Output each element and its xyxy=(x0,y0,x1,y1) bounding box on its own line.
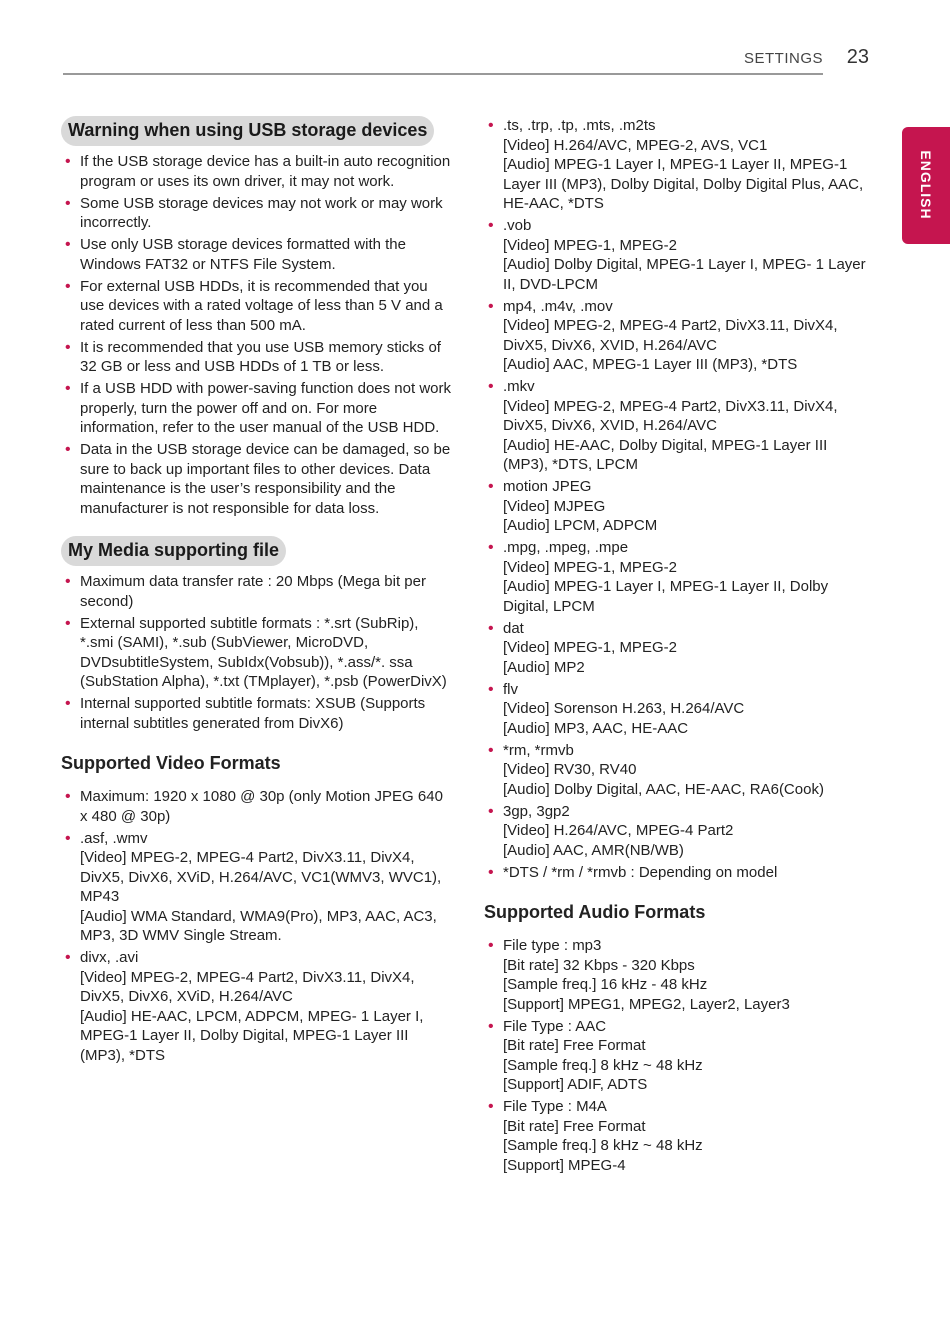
bullet-icon: • xyxy=(488,378,494,395)
bullet-icon: • xyxy=(488,937,494,954)
list-item-text: dat [Video] MPEG-1, MPEG-2 [Audio] MP2 xyxy=(503,619,677,676)
bullet-icon: • xyxy=(488,680,494,698)
list-item-text: External supported subtitle formats : *.srt (SubRip), *.smi (SAMI), *.sub (SubViewer, MicroDVD, DVDsubtitleSystem, SubIdx(Vobsub)), *.ass/*. ssa (SubStation Alpha), *.txt (TMplayer), *.psb (PowerDivX) xyxy=(80,614,447,690)
my-media-title: My Media supporting file xyxy=(61,536,286,566)
bullet-icon: • xyxy=(488,1017,494,1035)
usb-warning-section xyxy=(61,116,451,518)
list-item xyxy=(61,338,451,377)
list-item xyxy=(61,614,451,692)
list-item xyxy=(484,1097,869,1175)
my-media-list xyxy=(61,572,451,733)
list-item xyxy=(61,152,451,191)
bullet-icon: • xyxy=(488,217,494,234)
list-item xyxy=(484,619,869,678)
list-item xyxy=(484,538,869,616)
bullet-icon: • xyxy=(65,277,71,295)
list-item xyxy=(484,802,869,861)
bullet-icon: • xyxy=(65,949,71,966)
bullet-icon: • xyxy=(488,478,494,495)
my-media-section xyxy=(61,536,451,733)
list-item-text: File type : mp3 [Bit rate] 32 Kbps - 320 Kbps [Sample freq.] 16 kHz - 48 kHz [Support] MPEG1, MPEG2, Layer2, Layer3 xyxy=(503,937,790,1013)
list-item xyxy=(61,235,451,274)
list-item-text: .vob [Video] MPEG-1, MPEG-2 [Audio] Dolby Digital, MPEG-1 Layer I, MPEG- 1 Layer II, DVD-LPCM xyxy=(503,217,866,293)
list-item-text: 3gp, 3gp2 [Video] H.264/AVC, MPEG-4 Part2 [Audio] AAC, AMR(NB/WB) xyxy=(503,802,734,859)
list-item-text: .mpg, .mpeg, .mpe [Video] MPEG-1, MPEG-2 [Audio] MPEG-1 Layer I, MPEG-1 Layer II, Dolby Digital, LPCM xyxy=(503,539,829,615)
list-item-text: *DTS / *rm / *rmvb : Depending on model xyxy=(503,863,778,881)
list-item-text: .asf, .wmv [Video] MPEG-2, MPEG-4 Part2, DivX3.11, DivX4, DivX5, DivX6, XViD, H.264/AVC, VC1(WMV3, WVC1), MP43 [Audio] WMA Standard, WMA9(Pro), MP3, AAC, AC3, MP3, 3D WMV Single Stream. xyxy=(80,829,442,944)
list-item-text: Use only USB storage devices formatted with the Windows FAT32 or NTFS File System. xyxy=(80,236,406,273)
audio-formats-title: Supported Audio Formats xyxy=(484,902,706,922)
list-item xyxy=(484,116,869,214)
bullet-icon: • xyxy=(488,297,494,315)
left-column xyxy=(61,116,451,1068)
list-item xyxy=(484,936,869,1014)
bullet-icon: • xyxy=(65,441,71,458)
bullet-icon: • xyxy=(65,788,71,805)
video-formats-list-left xyxy=(61,787,451,1065)
list-item-text: File Type : M4A [Bit rate] Free Format [Sample freq.] 8 kHz ~ 48 kHz [Support] MPEG-4 xyxy=(503,1098,703,1174)
bullet-icon: • xyxy=(488,741,494,759)
list-item-text: Maximum: 1920 x 1080 @ 30p (only Motion JPEG 640 x 480 @ 30p) xyxy=(80,788,443,825)
list-item-text: mp4, .m4v, .mov [Video] MPEG-2, MPEG-4 Part2, DivX3.11, DivX4, DivX5, DivX6, XVID, H.264/AVC [Audio] AAC, MPEG-1 Layer III (MP3), *DTS xyxy=(503,297,838,373)
list-item-text: Some USB storage devices may not work or may work incorrectly. xyxy=(80,194,443,231)
usb-warning-title: Warning when using USB storage devices xyxy=(61,116,434,146)
bullet-icon: • xyxy=(65,338,71,356)
bullet-icon: • xyxy=(488,117,494,134)
language-tab-label: ENGLISH xyxy=(918,150,934,220)
list-item-text: .mkv [Video] MPEG-2, MPEG-4 Part2, DivX3.11, DivX4, DivX5, DivX6, XVID, H.264/AVC [Audio] HE-AAC, Dolby Digital, MPEG-1 Layer III (MP3), *DTS, LPCM xyxy=(503,378,838,473)
list-item xyxy=(484,741,869,800)
bullet-icon: • xyxy=(65,380,71,397)
bullet-icon: • xyxy=(488,802,494,820)
list-item-text: motion JPEG [Video] MJPEG [Audio] LPCM, ADPCM xyxy=(503,478,658,534)
bullet-icon: • xyxy=(65,236,71,253)
list-item-text: divx, .avi [Video] MPEG-2, MPEG-4 Part2, DivX3.11, DivX4, DivX5, DivX6, XViD, H.264/AVC [Audio] HE-AAC, LPCM, ADPCM, MPEG- 1 Layer I, MPEG-1 Layer II, Dolby Digital, MPEG-1 Layer III (MP3), *DTS xyxy=(80,949,424,1064)
bullet-icon: • xyxy=(65,194,71,212)
list-item xyxy=(484,1017,869,1095)
list-item-text: Data in the USB storage device can be damaged, so be sure to back up important files to other devices. Data maintenance is the user’s responsibility and the manufacturer is not responsible for data loss. xyxy=(80,441,451,517)
list-item-text: It is recommended that you use USB memory sticks of 32 GB or less and USB HDDs of 1 TB or less. xyxy=(80,338,441,375)
bullet-icon: • xyxy=(488,539,494,556)
list-item xyxy=(484,297,869,375)
list-item-text: flv [Video] Sorenson H.263, H.264/AVC [Audio] MP3, AAC, HE-AAC xyxy=(503,680,745,737)
page-number: 23 xyxy=(846,46,869,68)
bullet-icon: • xyxy=(65,153,71,170)
usb-warning-list xyxy=(61,152,451,518)
audio-formats-section xyxy=(484,902,869,1175)
list-item-text: Internal supported subtitle formats: XSUB (Supports internal subtitles generated from DivX6) xyxy=(80,695,426,732)
bullet-icon: • xyxy=(488,863,494,881)
list-item xyxy=(61,379,451,438)
bullet-icon: • xyxy=(65,829,71,847)
list-item-text: For external USB HDDs, it is recommended that you use devices with a rated voltage of less than 5 V and a rated current of less than 500 mA. xyxy=(80,277,443,334)
video-formats-section xyxy=(61,753,451,1065)
list-item-text: Maximum data transfer rate : 20 Mbps (Mega bit per second) xyxy=(80,573,426,610)
bullet-icon: • xyxy=(65,695,71,712)
right-column xyxy=(484,116,869,1178)
list-item xyxy=(61,194,451,233)
bullet-icon: • xyxy=(65,614,71,632)
list-item-text: .ts, .trp, .tp, .mts, .m2ts [Video] H.264/AVC, MPEG-2, AVS, VC1 [Audio] MPEG-1 Layer I, MPEG-1 Layer II, MPEG-1 Layer III (MP3), Dolby Digital, Dolby Digital Plus, AAC, HE-AAC, *DTS xyxy=(503,117,864,212)
list-item xyxy=(484,377,869,475)
list-item xyxy=(61,277,451,336)
language-tab xyxy=(902,127,950,244)
bullet-icon: • xyxy=(488,619,494,637)
bullet-icon: • xyxy=(65,573,71,590)
list-item-text: If a USB HDD with power-saving function does not work properly, turn the power off and on. For more information, refer to the user manual of the USB HDD. xyxy=(80,380,451,436)
list-item xyxy=(484,216,869,294)
header-divider xyxy=(63,73,823,75)
list-item xyxy=(61,694,451,733)
list-item xyxy=(61,572,451,611)
video-formats-title: Supported Video Formats xyxy=(61,753,281,773)
list-item-text: If the USB storage device has a built-in auto recognition program or uses its own driver, it may not work. xyxy=(80,153,451,190)
list-item xyxy=(61,829,451,946)
list-item xyxy=(484,680,869,739)
list-item xyxy=(61,948,451,1065)
audio-formats-list xyxy=(484,936,869,1175)
list-item-text: File Type : AAC [Bit rate] Free Format [Sample freq.] 8 kHz ~ 48 kHz [Support] ADIF, ADTS xyxy=(503,1017,703,1093)
list-item xyxy=(484,863,869,883)
list-item xyxy=(484,477,869,536)
bullet-icon: • xyxy=(488,1098,494,1115)
list-item xyxy=(61,440,451,518)
header-section-title: SETTINGS xyxy=(743,50,823,67)
list-item xyxy=(61,787,451,826)
video-formats-list-right xyxy=(484,116,869,882)
page-header xyxy=(63,40,873,76)
list-item-text: *rm, *rmvb [Video] RV30, RV40 [Audio] Dolby Digital, AAC, HE-AAC, RA6(Cook) xyxy=(503,741,824,798)
